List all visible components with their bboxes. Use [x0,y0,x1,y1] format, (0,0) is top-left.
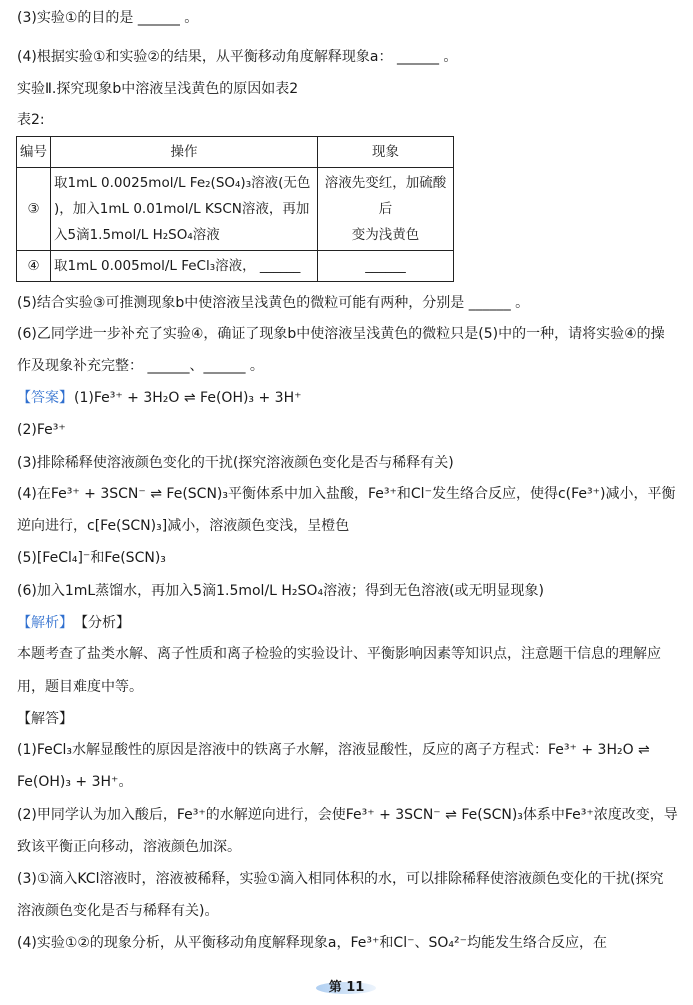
question-6-line-2: 作及现象补充完整： ______、______ 。 [17,358,264,374]
header-id: 编号 [17,137,51,168]
question-5: (5)结合实验③可推测现象b中使溶液呈浅黄色的微粒可能有两种，分别是 ______ 。 [17,295,530,311]
row-operation [51,251,318,282]
row-phenomenon [318,168,454,251]
op-line: )，加入1mL 0.01mol/L KSCN溶液，再加 [54,201,310,217]
solution-tag: 【解答】 [17,711,73,727]
header-operation: 操作 [51,137,318,168]
answer-2: (2)Fe³⁺ [17,422,66,438]
answer-1: (1)Fe³⁺ + 3H₂O ⇌ Fe(OH)₃ + 3H⁺ [74,390,302,406]
analysis-line-2: 用，题目难度中等。 [17,679,143,695]
row-operation [51,168,318,251]
analysis-subtag: 【分析】 [74,615,130,631]
obs-line: 变为浅黄色 [351,227,420,243]
op-line: 取1mL 0.0025mol/L Fe₂(SO₄)₃溶液(无色 [54,175,311,191]
question-4: (4)根据实验①和实验②的结果，从平衡移动角度解释现象a： ______ 。 [17,49,458,65]
answer-5: (5)[FeCl₄]⁻和Fe(SCN)₃ [17,550,166,566]
table-row [17,251,454,282]
op-line: 取1mL 0.005mol/L FeCl₃溶液， ______ [54,258,301,274]
question-6-line-1: (6)乙同学进一步补充了实验④，确证了现象b中使溶液呈浅黄色的微粒只是(5)中的一种，请将实验④的操 [17,326,665,342]
solution-1-line-1: (1)FeCl₃水解显酸性的原因是溶液中的铁离子水解，溶液显酸性，反应的离子方程式：Fe³⁺ + 3H₂O ⇌ [17,742,650,758]
analysis-tag: 【解析】 [17,615,73,631]
question-3: (3)实验①的目的是 ______ 。 [17,10,199,26]
page-number: 第 11 [328,980,365,995]
solution-2-line-2: 致该平衡正向移动，溶液颜色加深。 [17,839,241,855]
answer-6: (6)加入1mL蒸馏水，再加入5滴1.5mol/L H₂SO₄溶液；得到无色溶液(或无明显现象) [17,583,544,599]
experiment-table [16,136,454,282]
answer-4-line-1: (4)在Fe³⁺ + 3SCN⁻ ⇌ Fe(SCN)₃平衡体系中加入盐酸，Fe³⁺和Cl⁻发生络合反应，使得c(Fe³⁺)减小，平衡 [17,486,676,502]
table-header-row [17,137,454,168]
solution-4-line-1: (4)实验①②的现象分析，从平衡移动角度解释现象a，Fe³⁺和Cl⁻、SO₄²⁻均能发生络合反应，在 [17,935,607,951]
header-phenomenon: 现象 [318,137,454,168]
solution-3-line-2: 溶液颜色变化是否与稀释有关)。 [17,903,219,919]
solution-2-line-1: (2)甲同学认为加入酸后，Fe³⁺的水解逆向进行，会使Fe³⁺ + 3SCN⁻ ⇌ Fe(SCN)₃体系中Fe³⁺浓度改变，导 [17,807,678,823]
answer-4-line-2: 逆向进行，c[Fe(SCN)₃]减小，溶液颜色变浅，呈橙色 [17,518,350,534]
answer-3: (3)排除稀释使溶液颜色变化的干扰(探究溶液颜色变化是否与稀释有关) [17,455,454,471]
obs-line: ______ [365,258,406,274]
answer-tag: 【答案】 [17,390,73,406]
table-2-caption: 表2: [17,112,45,128]
solution-3-line-1: (3)①滴入KCl溶液时，溶液被稀释，实验①滴入相同体积的水，可以排除稀释使溶液颜色变化的干扰(探究 [17,871,664,887]
row-id: ③ [17,168,51,251]
row-phenomenon [318,251,454,282]
solution-1-line-2: Fe(OH)₃ + 3H⁺。 [17,774,133,790]
table-row [17,168,454,251]
op-line: 入5滴1.5mol/L H₂SO₄溶液 [54,227,220,243]
row-id: ④ [17,251,51,282]
experiment-2-heading: 实验Ⅱ.探究现象b中溶液呈浅黄色的原因如表2 [17,81,299,97]
obs-line: 溶液先变红，加硫酸后 [324,175,447,217]
analysis-line-1: 本题考查了盐类水解、离子性质和离子检验的实验设计、平衡影响因素等知识点，注意题干信息的理解应 [17,646,661,662]
